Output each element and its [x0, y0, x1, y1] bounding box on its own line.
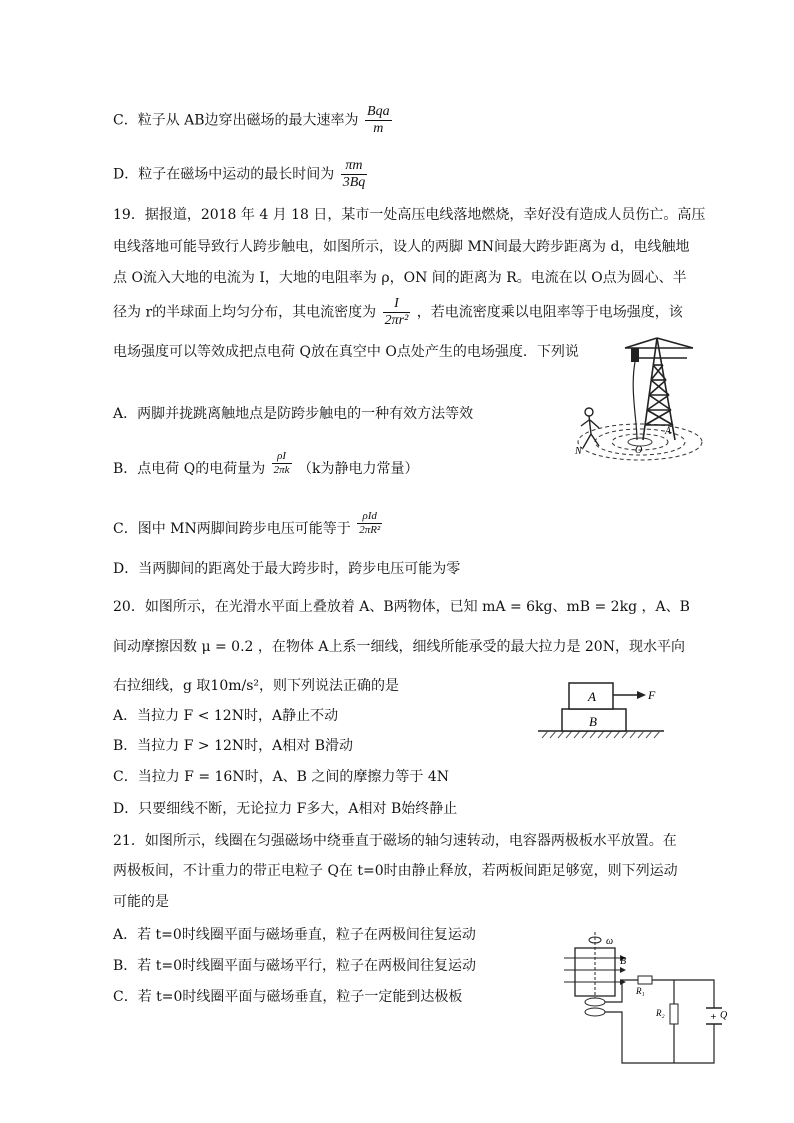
q21-option-c: C．若 t=0时线圈平面与磁场垂直，粒子一定能到达极板 [113, 989, 463, 1005]
q20-figure-blocks [536, 678, 666, 740]
q19-current-density-fraction: $\frac{I}{\text{2πr²}}$ [384, 296, 409, 328]
q19-figure-tower [565, 330, 705, 465]
q19-option-a: A．两脚并拢跳离触地点是防跨步触电的一种有效方法等效 [113, 406, 474, 422]
fig-label-block-a: A [588, 689, 596, 704]
fig-label-r1: R₁ [636, 986, 645, 996]
q21-stem-line-1: 21．如图所示，线圈在匀强磁场中绕垂直于磁场的轴匀速转动，电容器两极板水平放置。在 [113, 833, 677, 849]
fig-label-b: B [620, 956, 627, 967]
svg-text:+: + [710, 1012, 717, 1021]
fig-label-o: O [635, 445, 643, 456]
fig-label-block-b: B [589, 714, 597, 729]
q19-option-b-fraction: $\frac{\rho I}{2\pi k}$ [273, 450, 290, 476]
q20-option-c: C．当拉力 F = 16N时，A、B 之间的摩擦力等于 4N [113, 769, 450, 785]
q19-option-c-fraction: $\frac{\text{ρId}}{\text{2πR²}}$ [359, 510, 381, 536]
q19-stem-line-4: 径为 r的半球面上均匀分布，其电流密度为 $\frac{I}{\text{2πr²}}$ ，若电流密度乘以电阻率等于电场强度，该 [113, 296, 683, 328]
q20-stem-line-1: 20．如图所示，在光滑水平面上叠放着 A、B两物体，已知 mA = 6kg、mB = 2kg ，A、B [113, 599, 690, 615]
q19-option-d: D．当两脚间的距离处于最大跨步时，跨步电压可能为零 [113, 561, 461, 577]
fig-label-a: A [665, 426, 672, 437]
q18-option-d [113, 158, 369, 191]
q19-stem-line-3: 点 O流入大地的电流为 I，大地的电阻率为 ρ，ON 间的距离为 R。电流在以 O点为圆心、半 [113, 270, 687, 286]
q20-stem-line-2: 间动摩擦因数 μ = 0.2 ，在物体 A上系一细线，细线所能承受的最大拉力是 20N，现水平向 [113, 639, 685, 655]
q21-figure-circuit [560, 928, 730, 1068]
q20-stem-line-3: 右拉细线，g 取10m/s²，则下列说法正确的是 [113, 678, 400, 694]
q20-option-d: D．只要细线不断，无论拉力 F多大，A相对 B始终静止 [113, 801, 458, 817]
q18-option-c-text: C．粒子从 AB边穿出磁场的最大速率为 [113, 112, 359, 129]
q18-option-d-fraction: $\frac{\pi m}{3Bq}$ [342, 158, 366, 190]
q21-stem-line-3: 可能的是 [113, 894, 169, 910]
fig-label-r2: R₂ [656, 1008, 665, 1018]
q21-stem-line-2: 两极板间，不计重力的带正电粒子 Q在 t=0时由静止释放，若两板间距足够宽，则下列运动 [113, 863, 678, 879]
q19-stem-line-1: 19．据报道，2018 年 4 月 18 日，某市一处高压电线落地燃烧，幸好没有造成人员伤亡。高压 [113, 207, 706, 223]
q19-option-c: C．图中 MN两脚间跨步电压可能等于 $\frac{\text{ρId}}{\text{2πR²}}$ [113, 510, 381, 537]
fig-label-force-f: F [648, 688, 656, 702]
fig-label-omega: ω [606, 936, 614, 947]
fig-label-q: Q [720, 1010, 728, 1021]
q21-option-b: B．若 t=0时线圈平面与磁场平行，粒子在两极间往复运动 [113, 958, 477, 974]
q18-option-d-text: D．粒子在磁场中运动的最长时间为 [113, 166, 335, 183]
fig-label-n: N [575, 446, 582, 457]
q18-option-c [113, 104, 394, 137]
q19-stem-line-2: 电线落地可能导致行人跨步触电，如图所示，设人的两脚 MN间最大跨步距离为 d，电线触地 [113, 239, 690, 255]
q20-option-a: A．当拉力 F < 12N时，A静止不动 [113, 708, 339, 724]
q18-option-c-fraction: $\frac{\text{Bqa}}{m}$ [367, 104, 390, 136]
q19-option-b: B．点电荷 Q的电荷量为 $\frac{\rho I}{2\pi k}$ （k为静电力常量） [113, 450, 419, 477]
q19-stem-line-5: 电场强度可以等效成把点电荷 Q放在真空中 O点处产生的电场强度．下列说 [113, 344, 579, 360]
q21-option-a: A．若 t=0时线圈平面与磁场垂直，粒子在两极间往复运动 [113, 927, 476, 943]
q20-option-b: B．当拉力 F > 12N时，A相对 B滑动 [113, 738, 353, 754]
